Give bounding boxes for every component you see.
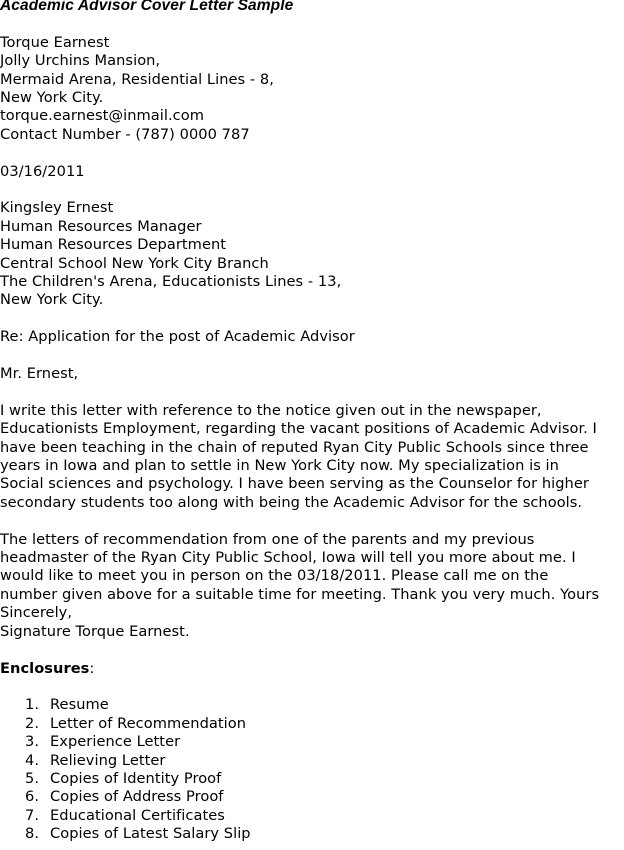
paragraph-line: secondary students too along with being the Academic Advisor for the schools. xyxy=(0,493,583,511)
list-item xyxy=(25,733,624,751)
list-item-number: 7. xyxy=(25,806,40,824)
spacer xyxy=(0,144,624,162)
paragraph-line: would like to meet you in person on the 03/18/2011. Please call me on the xyxy=(0,567,549,585)
enclosures-heading xyxy=(0,660,624,678)
list-item-label: Educational Certificates xyxy=(50,806,225,824)
spacer xyxy=(0,678,624,696)
body-paragraph-2 xyxy=(0,531,624,641)
list-item-label: Relieving Letter xyxy=(50,751,166,769)
sender-address-line: New York City. xyxy=(0,89,104,107)
list-item-number: 2. xyxy=(25,714,40,732)
spacer xyxy=(0,512,624,530)
recipient-title: Human Resources Manager xyxy=(0,217,202,235)
paragraph-line: The letters of recommendation from one of the parents and my previous xyxy=(0,530,535,548)
list-item-label: Letter of Recommendation xyxy=(50,714,247,732)
list-item-number: 6. xyxy=(25,788,40,806)
paragraph-line: Social sciences and psychology. I have been serving as the Counselor for higher xyxy=(0,475,589,493)
recipient-address xyxy=(0,199,624,309)
enclosures-list xyxy=(0,696,624,843)
spacer xyxy=(0,310,624,328)
salutation-text: Mr. Ernest, xyxy=(0,365,79,383)
sender-email: torque.earnest@inmail.com xyxy=(0,107,204,125)
closing-line: Sincerely, xyxy=(0,604,73,622)
recipient-address-line: The Children's Arena, Educationists Lines - 13, xyxy=(0,273,342,291)
sender-name: Torque Earnest xyxy=(0,33,110,51)
letter-date xyxy=(0,163,624,181)
page-title: Academic Advisor Cover Letter Sample xyxy=(0,0,294,14)
recipient-address-line: New York City. xyxy=(0,291,104,309)
salutation xyxy=(0,365,624,383)
list-item xyxy=(25,770,624,788)
enclosures-heading-colon: : xyxy=(89,659,95,677)
signature-line: Signature Torque Earnest. xyxy=(0,622,190,640)
paragraph-line: years in Iowa and plan to settle in New York City now. My specialization is in xyxy=(0,457,559,475)
spacer xyxy=(0,181,624,199)
list-item-label: Resume xyxy=(50,696,109,714)
paragraph-line: Educationists Employment, regarding the vacant positions of Academic Advisor. I xyxy=(0,420,597,438)
list-item xyxy=(25,807,624,825)
enclosures-heading-text: Enclosures xyxy=(0,659,90,677)
recipient-address-line: Central School New York City Branch xyxy=(0,254,269,272)
spacer xyxy=(0,15,624,33)
body-paragraph-1 xyxy=(0,402,624,512)
list-item-number: 5. xyxy=(25,769,40,787)
paragraph-line: have been teaching in the chain of reputed Ryan City Public Schools since three xyxy=(0,438,589,456)
subject-text: Re: Application for the post of Academic Advisor xyxy=(0,328,355,346)
list-item-number: 8. xyxy=(25,825,40,843)
subject-line xyxy=(0,328,624,346)
spacer xyxy=(0,641,624,659)
list-item xyxy=(25,752,624,770)
spacer xyxy=(0,347,624,365)
list-item xyxy=(25,696,624,714)
list-item xyxy=(25,715,624,733)
list-item-label: Copies of Latest Salary Slip xyxy=(50,825,251,843)
sender-address xyxy=(0,34,624,144)
paragraph-line: headmaster of the Ryan City Public School, Iowa will tell you more about me. I xyxy=(0,549,576,567)
spacer xyxy=(0,383,624,401)
sender-address-line: Mermaid Arena, Residential Lines - 8, xyxy=(0,70,274,88)
paragraph-line: number given above for a suitable time for meeting. Thank you very much. Yours xyxy=(0,585,600,603)
list-item-number: 1. xyxy=(25,696,40,714)
list-item-label: Copies of Identity Proof xyxy=(50,769,222,787)
date-text: 03/16/2011 xyxy=(0,162,85,180)
recipient-name: Kingsley Ernest xyxy=(0,199,114,217)
list-item-label: Experience Letter xyxy=(50,733,181,751)
recipient-department: Human Resources Department xyxy=(0,236,227,254)
list-item-number: 3. xyxy=(25,733,40,751)
list-item xyxy=(25,788,624,806)
sender-address-line: Jolly Urchins Mansion, xyxy=(0,52,161,70)
list-item-number: 4. xyxy=(25,751,40,769)
list-item xyxy=(25,825,624,843)
paragraph-line: I write this letter with reference to the notice given out in the newspaper, xyxy=(0,401,542,419)
sender-contact-number: Contact Number - (787) 0000 787 xyxy=(0,125,250,143)
list-item-label: Copies of Address Proof xyxy=(50,788,224,806)
